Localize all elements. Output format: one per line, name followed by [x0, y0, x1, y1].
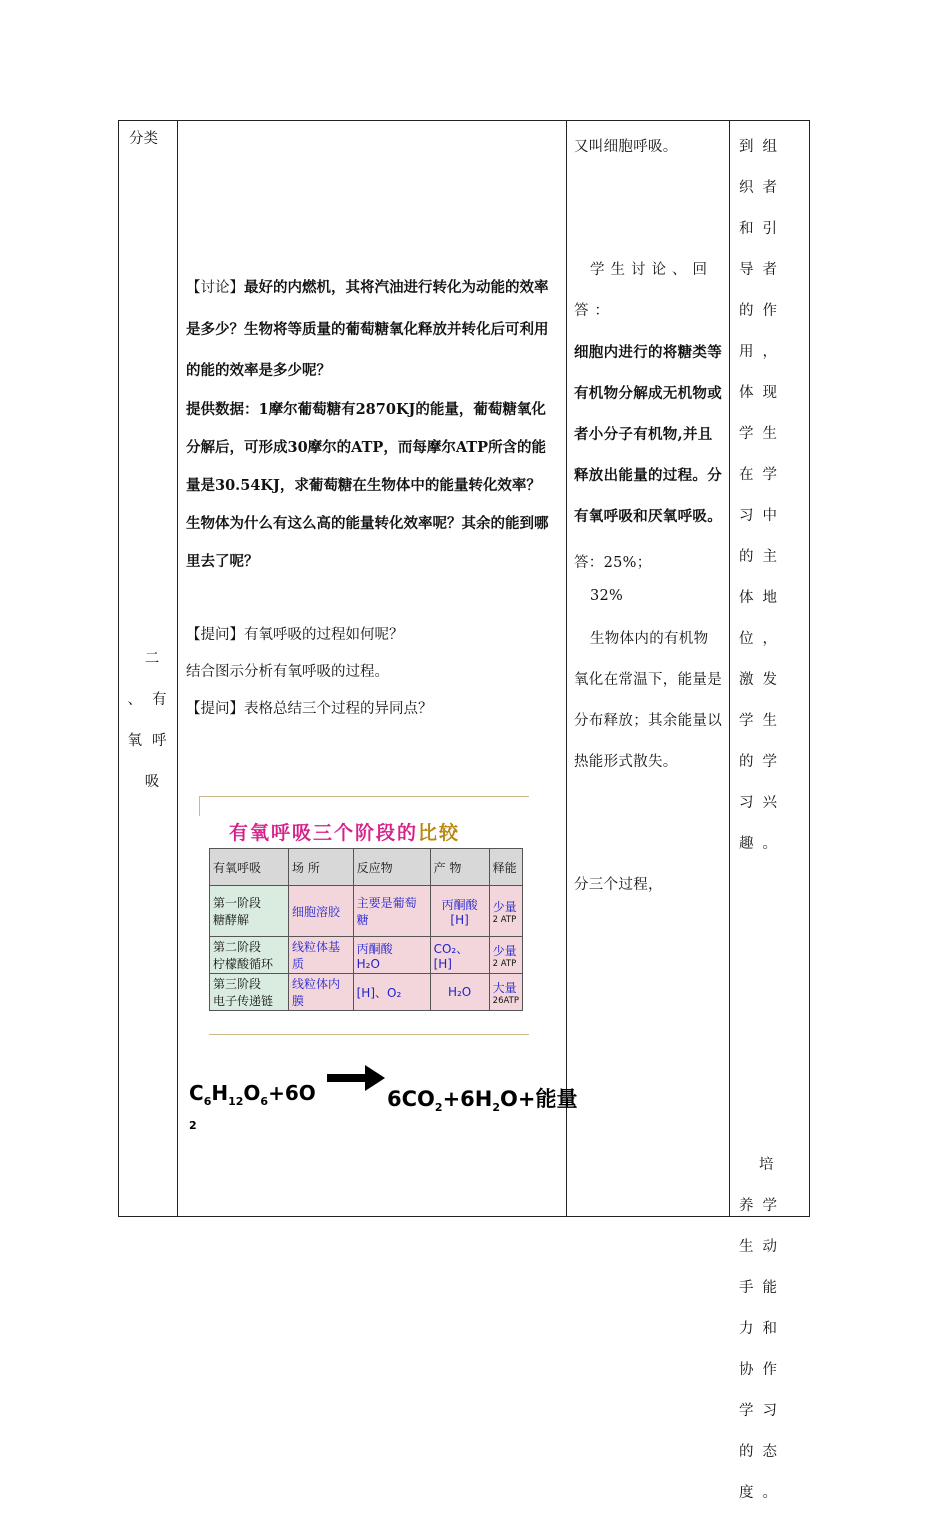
atp-count: 26ATP	[492, 995, 519, 1006]
student-note-2: 学生讨论、回答：	[574, 262, 713, 319]
design-intent-2: 培养学生动手能力和协作学习的态度。	[739, 1157, 786, 1501]
student-answer-percent-2: 32%	[590, 588, 624, 604]
lesson-table	[118, 120, 810, 1501]
table-header: 释能	[489, 849, 522, 886]
section-line: 、有	[127, 692, 177, 708]
design-intent-1: 到组织者和引导者的作用，体现学生在学习中的主体地位，激发学生的学习兴趣。	[739, 139, 786, 852]
slide-border	[209, 1034, 529, 1035]
energy-cell	[489, 886, 522, 937]
slide-title	[229, 818, 460, 845]
energy-amount: 大量	[492, 980, 517, 995]
design-intent-column	[739, 127, 803, 1514]
energy-cell	[489, 974, 522, 1011]
equation-left: $C_6H_{12}O_6+6O$	[189, 1081, 316, 1108]
section-line: 氧呼	[127, 733, 177, 749]
table-header-row	[210, 849, 523, 886]
section-line: 二	[144, 651, 160, 667]
atp-count: 2 ATP	[492, 914, 517, 925]
why-paragraph: 生物体为什么有这么高的能量转化效率呢？其余的能到哪里去了呢？	[186, 515, 549, 570]
energy-amount: 少量	[492, 943, 517, 958]
reaction-arrow-icon	[327, 1065, 385, 1091]
student-answer-definition: 细胞内进行的将糖类等有机物分解成无机物或者小分子有机物,并且释放出能量的过程。分有氧呼吸和厌氧呼吸。	[574, 344, 722, 525]
question-1: 【提问】有氧呼吸的过程如何呢？	[186, 627, 404, 643]
category-column	[127, 129, 177, 790]
energy-cell	[489, 937, 522, 974]
section-heading	[127, 639, 177, 803]
section-line: 吸	[144, 774, 160, 790]
column-divider	[566, 121, 567, 1216]
place-cell: 线粒体基质	[289, 937, 354, 974]
stage-cell: 第二阶段 柠檬酸循环	[210, 937, 289, 974]
student-note-stages: 分三个过程，	[574, 877, 663, 893]
student-answer-percent: 答：25%；	[574, 555, 652, 571]
category-label: 分类	[129, 131, 158, 147]
equation-left-subscript: 2	[189, 1119, 197, 1132]
reactant-cell: 丙酮酸 H₂O	[353, 937, 430, 974]
table-row	[210, 974, 523, 1011]
product-cell: H₂O	[430, 974, 489, 1011]
slide-title-highlight: 比较	[418, 822, 461, 844]
reactant-cell: 主要是葡萄糖	[353, 886, 430, 937]
stage-cell: 第三阶段 电子传递链	[210, 974, 289, 1011]
equation-right: $6CO_2+6H_2O+$能量	[387, 1087, 578, 1115]
comparison-slide	[199, 796, 529, 1036]
teacher-activity-column	[186, 267, 558, 728]
column-divider	[729, 121, 730, 1216]
place-cell: 线粒体内膜	[289, 974, 354, 1011]
product-cell: CO₂、[H]	[430, 937, 489, 974]
discussion-tag: 【讨论】	[186, 280, 244, 296]
student-activity-column	[574, 127, 722, 906]
table-header: 反应物	[353, 849, 430, 886]
table-row	[210, 937, 523, 974]
reactant-cell: [H]、O₂	[353, 974, 430, 1011]
column-divider	[177, 121, 178, 1216]
table-header: 产 物	[430, 849, 489, 886]
stage-cell: 第一阶段 糖酵解	[210, 886, 289, 937]
discussion-text: 最好的内燃机，其将汽油进行转化为动能的效率是多少？生物将等质量的葡萄糖氧化释放并转化后可利用的能的效率是多少呢？	[186, 279, 549, 379]
comparison-table	[209, 848, 523, 1011]
energy-amount: 少量	[492, 899, 517, 914]
slide-title-main: 有氧呼吸三个阶段的	[229, 822, 419, 844]
student-note-1: 又叫细胞呼吸。	[574, 139, 678, 155]
data-paragraph: 提供数据：1摩尔葡萄糖有2870KJ的能量，葡萄糖氧化分解后，可形成30摩尔的ATP，而每摩尔ATP所含的能量是30.54KJ，求葡萄糖在生物体中的能量转化效率？	[186, 401, 546, 494]
discussion-paragraph	[186, 267, 558, 391]
place-cell: 细胞溶胶	[289, 886, 354, 937]
table-header: 有氧呼吸	[210, 849, 289, 886]
atp-count: 2 ATP	[492, 958, 517, 969]
table-header: 场 所	[289, 849, 354, 886]
table-row	[210, 886, 523, 937]
slide-border	[199, 796, 529, 797]
question-2: 【提问】表格总结三个过程的异同点？	[186, 701, 433, 717]
slide-border	[199, 796, 200, 816]
product-cell: 丙酮酸 [H]	[430, 886, 489, 937]
student-note-energy: 生物体内的有机物氧化在常温下，能量是分布释放；其余能量以热能形式散失。	[574, 631, 722, 770]
question-1-hint: 结合图示分析有氧呼吸的过程。	[186, 664, 389, 680]
